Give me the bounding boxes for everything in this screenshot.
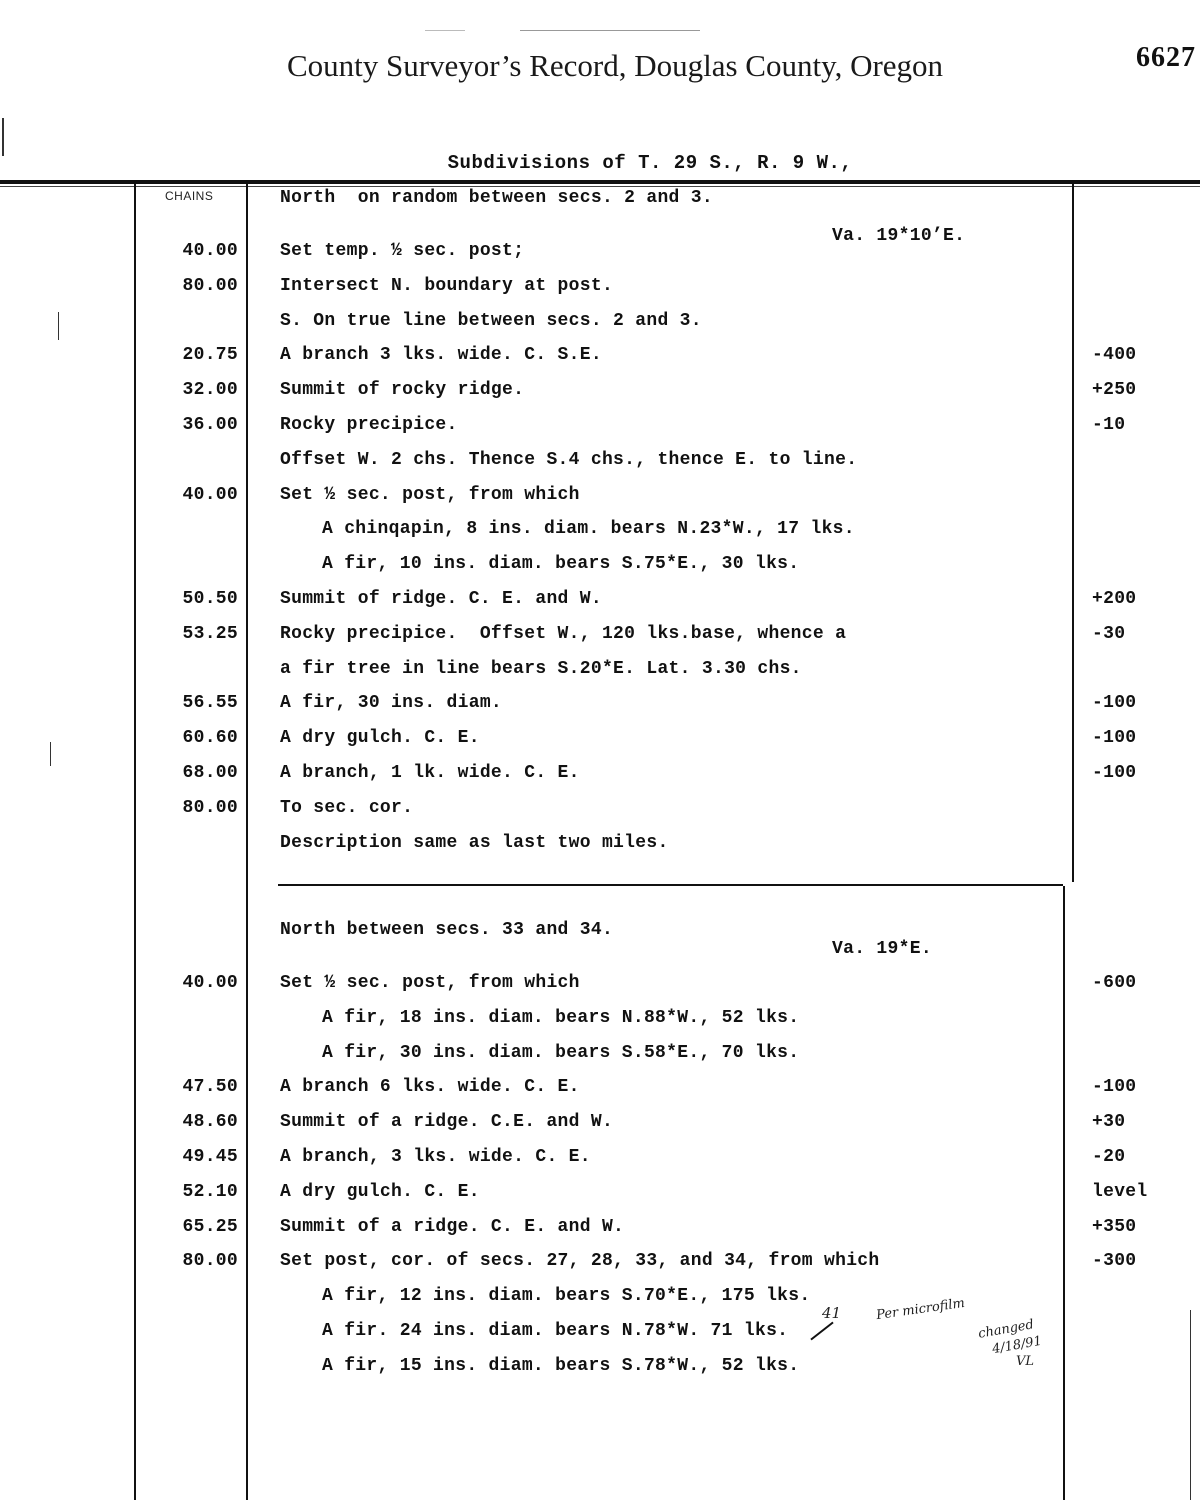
page-number: 6627 — [1136, 42, 1196, 73]
row-description: Set ½ sec. post, from which — [280, 973, 580, 993]
chains-value: 80.00 — [182, 276, 238, 296]
chains-value: 36.00 — [182, 415, 238, 435]
left-border — [134, 182, 136, 1500]
chains-value: 80.00 — [182, 798, 238, 818]
row-description: A fir, 15 ins. diam. bears S.78*W., 52 lks. — [322, 1356, 800, 1376]
handwritten-note-line: changed — [977, 1317, 1036, 1342]
elevation-change: -600 — [1092, 973, 1137, 993]
chains-value: 65.25 — [182, 1217, 238, 1237]
header-rule — [0, 180, 1200, 184]
row-description: S. On true line between secs. 2 and 3. — [280, 311, 702, 331]
row-description: a fir tree in line bears S.20*E. Lat. 3.30 chs. — [280, 659, 802, 679]
row-description: Offset W. 2 chs. Thence S.4 chs., thence E. to line. — [280, 450, 858, 470]
section-separator — [278, 884, 1063, 886]
magnetic-variation: Va. 19*E. — [832, 939, 932, 959]
margin-mark — [50, 742, 51, 766]
chains-value: 40.00 — [182, 973, 238, 993]
row-description: Summit of a ridge. C. E. and W. — [280, 1217, 625, 1237]
chains-value: 52.10 — [182, 1182, 238, 1202]
row-description: Set ½ sec. post, from which — [280, 485, 580, 505]
row-description: A fir, 10 ins. diam. bears S.75*E., 30 lks. — [322, 554, 800, 574]
chains-value: 60.60 — [182, 728, 238, 748]
chains-value: 49.45 — [182, 1147, 238, 1167]
row-description: A fir, 30 ins. diam. bears S.58*E., 70 lks. — [322, 1043, 800, 1063]
handwritten-correction: 41 — [822, 1304, 842, 1322]
elevation-change: level — [1092, 1182, 1148, 1202]
margin-mark — [1190, 1310, 1191, 1500]
margin-mark — [2, 118, 4, 156]
row-description: Set post, cor. of secs. 27, 28, 33, and 34, from which — [280, 1251, 880, 1271]
elevation-change: -300 — [1092, 1251, 1137, 1271]
section-heading: North between secs. 33 and 34. — [280, 920, 614, 940]
scan-speck — [520, 30, 700, 31]
row-description: Description same as last two miles. — [280, 833, 669, 853]
chains-column-divider — [246, 182, 248, 1500]
record-title: County Surveyor’s Record, Douglas County, Oregon — [286, 48, 944, 83]
row-description: A branch, 3 lks. wide. C. E. — [280, 1147, 591, 1167]
scan-speck — [425, 30, 465, 31]
elevation-change: +30 — [1092, 1112, 1126, 1132]
chains-value: 50.50 — [182, 589, 238, 609]
elevation-change: -30 — [1092, 624, 1126, 644]
elevation-change: -100 — [1092, 763, 1137, 783]
handwritten-note-line: Per microfilm — [875, 1295, 966, 1324]
row-description: A dry gulch. C. E. — [280, 728, 480, 748]
row-description: Summit of a ridge. C.E. and W. — [280, 1112, 614, 1132]
subdivision-subtitle: Subdivisions of T. 29 S., R. 9 W., — [447, 152, 853, 174]
chains-value: 40.00 — [182, 485, 238, 505]
chains-value: 47.50 — [182, 1077, 238, 1097]
row-description: A fir, 12 ins. diam. bears S.70*E., 175 lks. — [322, 1286, 811, 1306]
row-description: Intersect N. boundary at post. — [280, 276, 614, 296]
elevation-column-divider-lower — [1063, 886, 1065, 1500]
elevation-change: -100 — [1092, 1077, 1137, 1097]
row-description: Summit of rocky ridge. — [280, 380, 525, 400]
elevation-column-divider — [1072, 182, 1074, 882]
elevation-change: +250 — [1092, 380, 1137, 400]
row-description: A dry gulch. C. E. — [280, 1182, 480, 1202]
chains-column-label: CHAINS — [165, 189, 214, 203]
row-description: Summit of ridge. C. E. and W. — [280, 589, 602, 609]
section-heading: North on random between secs. 2 and 3. — [280, 188, 713, 208]
row-description: A fir. 24 ins. diam. bears N.78*W. 71 lks. — [322, 1321, 789, 1341]
row-description: To sec. cor. — [280, 798, 414, 818]
elevation-change: -10 — [1092, 415, 1126, 435]
handwritten-note-line: 4/18/91 — [991, 1333, 1044, 1358]
elevation-change: -400 — [1092, 345, 1137, 365]
elevation-change: +200 — [1092, 589, 1137, 609]
elevation-change: -100 — [1092, 693, 1137, 713]
row-description: A fir, 30 ins. diam. — [280, 693, 503, 713]
row-description: Rocky precipice. Offset W., 120 lks.base, whence a — [280, 624, 847, 644]
chains-value: 68.00 — [182, 763, 238, 783]
strikethrough-mark — [810, 1322, 833, 1341]
chains-value: 20.75 — [182, 345, 238, 365]
row-description: A branch, 1 lk. wide. C. E. — [280, 763, 580, 783]
magnetic-variation: Va. 19*10’E. — [832, 226, 966, 246]
elevation-change: +350 — [1092, 1217, 1137, 1237]
row-description: Set temp. ½ sec. post; — [280, 241, 525, 261]
row-description: A branch 3 lks. wide. C. S.E. — [280, 345, 602, 365]
handwritten-note-line: VL — [1016, 1354, 1035, 1369]
chains-value: 48.60 — [182, 1112, 238, 1132]
elevation-change: -100 — [1092, 728, 1137, 748]
chains-value: 80.00 — [182, 1251, 238, 1271]
chains-value: 53.25 — [182, 624, 238, 644]
margin-mark — [58, 312, 59, 340]
row-description: A branch 6 lks. wide. C. E. — [280, 1077, 580, 1097]
row-description: A fir, 18 ins. diam. bears N.88*W., 52 lks. — [322, 1008, 800, 1028]
row-description: A chinqapin, 8 ins. diam. bears N.23*W., 17 lks. — [322, 519, 855, 539]
chains-value: 40.00 — [182, 241, 238, 261]
chains-value: 32.00 — [182, 380, 238, 400]
chains-value: 56.55 — [182, 693, 238, 713]
row-description: Rocky precipice. — [280, 415, 458, 435]
elevation-change: -20 — [1092, 1147, 1126, 1167]
